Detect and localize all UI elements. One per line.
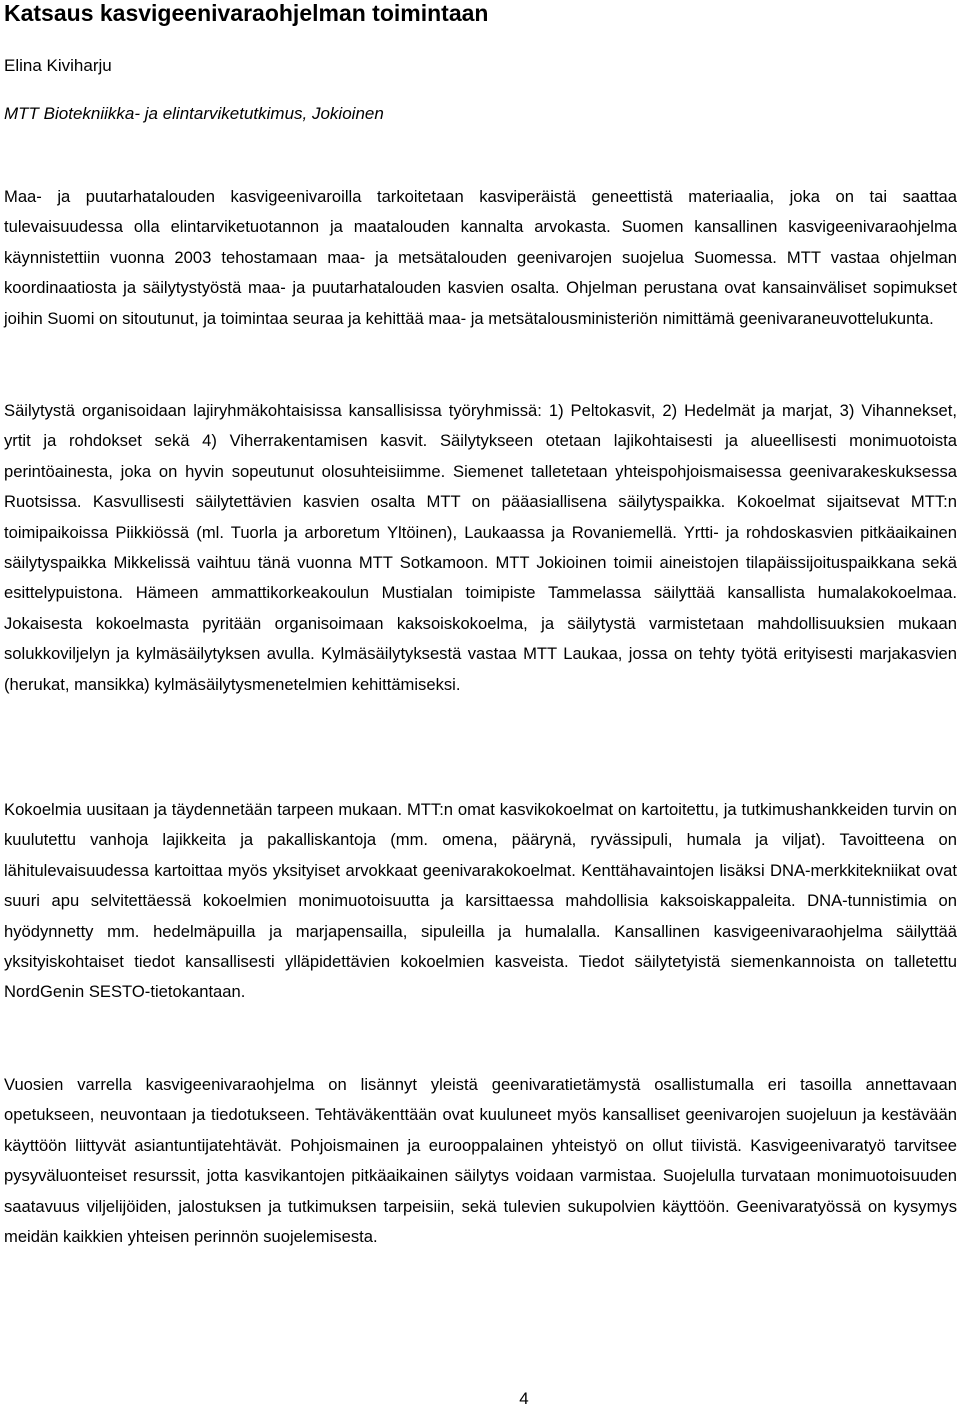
body-paragraph: Kokoelmia uusitaan ja täydennetään tarpeen mukaan. MTT:n omat kasvikokoelmat on kartoitettu, ja tutkimushankkeiden turvin on kuulutettu vanhoja lajikkeita ja pakalliskantoja (mm. omena, päärynä, ryvässipuli, humala ja viljat). Tavoitteena on lähitulevaisuudessa kartoittaa myös yksityiset arvokkaat geenivarakokoelmat. Kenttähavaintojen lisäksi DNA-merkkitekniikat ovat suuri apu selvitettäessä kokoelmien monimuotoisuutta ja karsittaessa mahdollisia kaksoiskappaleita. DNA-tunnistimia on hyödynnetty mm. hedelmäpuilla ja marjapensailla, sipuleilla ja humalalla. Kansallinen kasvigeenivaraohjelma säilyttää yksityiskohtaiset tiedot kansallisesti ylläpidettävien kokoelmien kasveista. Tiedot säilytetyistä siemenkannoista on talletettu NordGenin SESTO-tietokantaan.: [4, 800, 957, 1002]
body-paragraph: Säilytystä organisoidaan lajiryhmäkohtaisissa kansallisissa työryhmissä: 1) Peltokasvit, 2) Hedelmät ja marjat, 3) Vihannekset, yrtit ja rohdokset sekä 4) Viherrakentamisen kasvit. Säilytykseen otetaan lajikohtaisesti ja alueellisesti monimuotoista perintöainesta, joka on hyvin sopeutunut olosuhteisiimme. Siemenet talletetaan yhteispohjoismaisessa geenivarakeskuksessa Ruotsissa. Kasvullisesti säilytettävien kasvien osalta MTT on pääasiallisena säilytyspaikka. Kokoelmat sijaitsevat MTT:n toimipaikoissa Piikkiössä (ml. Tuorla ja arboretum Yltöinen), Laukaassa ja Rovaniemellä. Yrtti- ja rohdoskasvien pitkäaikainen säilytyspaikka Mikkelissä vaihtuu tänä vuonna MTT Sotkamoon. MTT Jokioinen toimii aineistojen tilapäissijoituspaikkana sekä esittelypuistona. Hämeen ammattikorkeakoulun Mustialan toimipiste Tammelassa säilyttää kansallista humalakokoelmaa. Jokaisesta kokoelmasta pyritään organisoimaan kaksoiskokoelma, ja säilytystä varmistetaan mahdollisuuksien mukaan solukkoviljelyn ja kylmäsäilytyksen avulla. Kylmäsäilytyksestä vastaa MTT Laukaa, jossa on tehty työtä erityisesti marjakasvien (herukat, mansikka) kylmäsäilytysmenetelmien kehittämiseksi.: [4, 401, 957, 694]
author-name: Elina Kiviharju: [4, 56, 112, 75]
page-number: 4: [519, 1389, 529, 1408]
body-paragraph: Vuosien varrella kasvigeenivaraohjelma on lisännyt yleistä geenivaratietämystä osallistumalla eri tasoilla annettavaan opetukseen, neuvontaan ja tiedotukseen. Tehtäväkenttään ovat kuuluneet myös kansalliset geenivarojen suojeluun ja kestävään käyttöön liittyvät asiantuntijatehtävät. Pohjoismainen ja eurooppalainen yhteistyö on ollut tiivistä. Kasvigeenivaratyö tarvitsee pysyväluonteiset resurssit, jotta kasvikantojen pitkäaikainen säilytys voidaan varmistaa. Suojelulla turvataan monimuotoisuuden saatavuus viljelijöiden, jalostuksen ja tutkimuksen tarpeisiin, sekä tulevien sukupolvien käyttöön. Geenivaratyössä on kysymys meidän kaikkien yhteisen perinnön suojelemisesta.: [4, 1075, 957, 1247]
author-affiliation: MTT Biotekniikka- ja elintarviketutkimus, Jokioinen: [4, 104, 384, 123]
document-title: Katsaus kasvigeenivaraohjelman toimintaan: [4, 0, 489, 26]
body-paragraph: Maa- ja puutarhatalouden kasvigeenivaroilla tarkoitetaan kasviperäistä geneettistä materiaalia, joka on tai saattaa tulevaisuudessa olla elintarviketuotannon ja maatalouden kannalta arvokasta. Suomen kansallinen kasvigeenivaraohjelma käynnistettiin vuonna 2003 tehostamaan maa- ja metsätalouden geenivarojen suojelua Suomessa. MTT vastaa ohjelman koordinaatiosta ja säilytystyöstä maa- ja puutarhatalouden kasvien osalta. Ohjelman perustana ovat kansainväliset sopimukset joihin Suomi on sitoutunut, ja toimintaa seuraa ja kehittää maa- ja metsätalousministeriön nimittämä geenivaraneuvottelukunta.: [4, 187, 957, 328]
